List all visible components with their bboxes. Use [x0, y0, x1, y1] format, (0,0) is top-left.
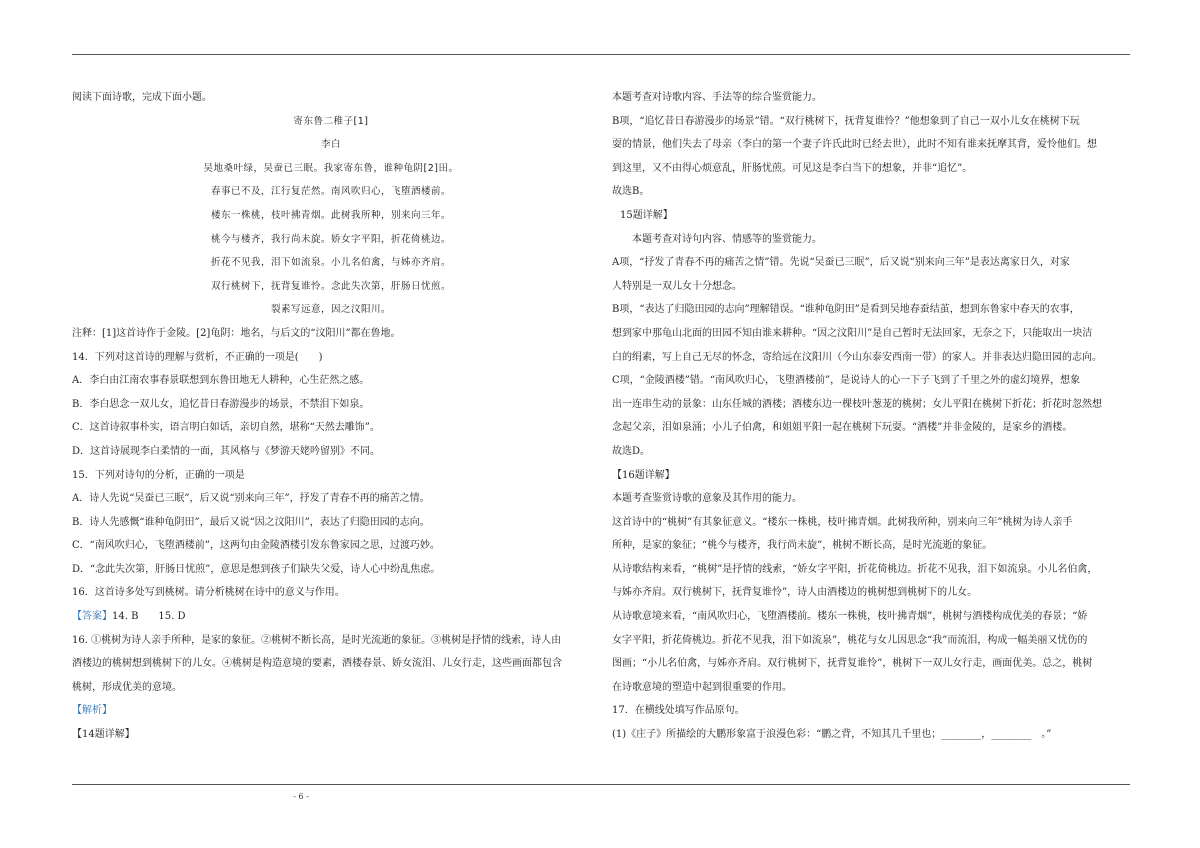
explanation-line: 在诗歌意境的塑造中起到很重要的作用。 [612, 681, 792, 693]
poem-line: 裂素写远意，因之汶阳川。 [270, 304, 391, 316]
analysis-label: 【解析】 [72, 705, 112, 717]
footer-rule [72, 784, 1130, 785]
answer-16-line: 桃树，形成优美的意境。 [72, 681, 182, 693]
page-number: - 6 - [293, 792, 309, 801]
explanation-line: 从诗歌结构来看，“桃树”是抒情的线索，“娇女字平阳，折花倚桃边。折花不见我，泪下如流泉。小儿名伯禽， [612, 563, 1098, 575]
poem-title: 寄东鲁二稚子[1] [293, 115, 369, 127]
answer-label: 【答案】 [72, 611, 112, 623]
explanation-line: A项，“抒发了青春不再的痛苦之情”错。先说“吴蚕已三眠”，后又说“别来向三年”是表达离家日久，对家 [612, 257, 1070, 269]
explanation-line: 图画；“小儿名伯禽，与姊亦齐肩。双行桃树下，抚背复谁怜”，桃树下一双儿女行走，画面优美。总之，桃树 [612, 658, 1093, 670]
explanation-line: C项，“金陵酒楼”错。“南风吹归心，飞堕酒楼前”，是说诗人的心一下子飞到了千里之外的虚幻境界，想象 [612, 375, 1081, 387]
q15-option-b: B．诗人先感慨“谁种龟阴田”，最后又说“因之汶阳川”，表达了归隐田园的志向。 [72, 516, 430, 528]
answer-16-line: 酒楼边的桃树想到桃树下的儿女。④桃树是构造意境的要素，酒楼春景、娇女流泪、儿女行走，这些画面都包含 [72, 658, 562, 670]
explanation-line: B项，“表达了归隐田园的志向”理解错误。“谁种龟阴田”是看到吴地春蚕结茧，想到东鲁家中春天的农事， [612, 304, 1080, 316]
poem-line: 桃今与楼齐，我行尚未旋。娇女字平阳，折花倚桃边。 [210, 233, 451, 245]
q16-detail-heading: 【16题详解】 [612, 469, 675, 481]
q14-option-d: D．这首诗展现李白柔情的一面，其风格与《梦游天姥吟留别》不同。 [72, 445, 381, 457]
q14-option-a: A．李白由江南农事春景联想到东鲁田地无人耕种，心生茫然之感。 [72, 375, 370, 387]
explanation-line: 人特别是一双儿女十分想念。 [612, 280, 742, 292]
explanation-line: 从诗歌意境来看，“南风吹归心，飞堕酒楼前。楼东一株桃，枝叶拂青烟”，桃树与酒楼构成优美的春景；“娇 [612, 611, 1088, 623]
answer-text: 14. B 15. D [112, 611, 186, 623]
explanation-line: 故选D。 [612, 445, 651, 457]
poem-note: 注释：[1]这首诗作于金陵。[2]龟阴：地名，与后文的“汶阳川”都在鲁地。 [72, 327, 401, 339]
q15-detail-heading: 15题详解】 [620, 209, 673, 221]
poem-line: 春事已不及，江行复茫然。南风吹归心，飞堕酒楼前。 [210, 186, 451, 198]
poem-line: 楼东一株桃，枝叶拂青烟。此树我所种，别来向三年。 [210, 209, 451, 221]
explanation-line: 与姊亦齐肩。双行桃树下，抚背复谁怜”，诗人由酒楼边的桃树想到桃树下的儿女。 [612, 587, 978, 599]
explanation-line: 本题考查鉴赏诗歌的意象及其作用的能力。 [612, 493, 802, 505]
q14-detail-heading: 【14题详解】 [72, 729, 135, 741]
explanation-line: 所种，是家的象征；“桃今与楼齐，我行尚未旋”，桃树不断长高，是时光流逝的象征。 [612, 540, 993, 552]
q15-option-d: D．“念此失次第，肝肠日忧煎”，意思是想到孩子们缺失父爱，诗人心中纷乱焦虑。 [72, 563, 441, 575]
question-17: 17．在横线处填写作品原句。 [612, 705, 745, 717]
explanation-line: 耍的情景，他们失去了母亲（李白的第一个妻子许氏此时已经去世），此时不知有谁来抚摩其背，爱怜他们。想 [612, 139, 1097, 151]
intro-text: 阅读下面诗歌，完成下面小题。 [72, 92, 212, 103]
q14-option-b: B．李白思念一双儿女，追忆昔日春游漫步的场景，不禁泪下如泉。 [72, 398, 370, 410]
explanation-line: 出一连串生动的景象：山东任城的酒楼；酒楼东边一棵枝叶葱茏的桃树；女儿平阳在桃树下折花；折花时忽然想 [612, 398, 1102, 410]
poem-line: 折花不见我，泪下如流泉。小儿名伯禽，与姊亦齐肩。 [210, 257, 451, 269]
question-17-item-1: (1)《庄子》所描绘的大鹏形象富于浪漫色彩：“鹏之背，不知其几千里也；________，________ 。” [612, 729, 1052, 741]
explanation-line: 本题考查对诗句内容、情感等的鉴赏能力。 [632, 233, 822, 245]
question-14: 14．下列对这首诗的理解与赏析，不正确的一项是( ) [72, 351, 323, 363]
answer-16-line: 16. ①桃树为诗人亲手所种，是家的象征。②桃树不断长高，是时光流逝的象征。③桃树是抒情的线索，诗人由 [72, 634, 562, 646]
explanation-line: 本题考查对诗歌内容、手法等的综合鉴赏能力。 [612, 92, 822, 103]
explanation-line: 到这里，又不由得心烦意乱，肝肠忧煎。可见这是李白当下的想象，并非“追忆”。 [612, 162, 973, 174]
explanation-line: B项，“追忆昔日春游漫步的场景”错。“双行桃树下，抚背复谁怜？”他想象到了自己一双小儿女在桃树下玩 [612, 115, 1080, 127]
explanation-line: 白的绢素，写上自己无尽的怀念，寄给远在汶阳川（今山东泰安西南一带）的家人。并非表达归隐田园的志向。 [612, 351, 1102, 363]
explanation-line: 想到家中那龟山北面的田园不知由谁来耕种。“因之汶阳川”是自己暂时无法回家，无奈之下，只能取出一块洁 [612, 327, 1093, 339]
explanation-line: 女字平阳，折花倚桃边。折花不见我，泪下如流泉”，桃花与女儿因思念“我”而流泪，构成一幅美丽又忧伤的 [612, 634, 1088, 646]
right-column [612, 86, 1130, 747]
q15-option-c: C．“南风吹归心，飞堕酒楼前”，这两句由金陵酒楼引发东鲁家园之思，过渡巧妙。 [72, 540, 440, 552]
question-16: 16．这首诗多处写到桃树。请分析桃树在诗中的意义与作用。 [72, 587, 345, 599]
q14-option-c: C．这首诗叙事朴实，语言明白如话，亲切自然，堪称“天然去雕饰”。 [72, 422, 380, 434]
poem-line: 吴地桑叶绿，吴蚕已三眠。我家寄东鲁，谁种龟阴[2]田。 [203, 162, 459, 174]
poem-author: 李白 [320, 139, 341, 151]
header-rule [72, 54, 1130, 55]
explanation-line: 念起父亲，泪如泉涌；小儿子伯禽，和姐姐平阳一起在桃树下玩耍。“酒楼”并非金陵的，是家乡的酒楼。 [612, 422, 1073, 434]
poem-line: 双行桃树下，抚背复谁怜。念此失次第，肝肠日忧煎。 [210, 280, 451, 292]
question-15: 15．下列对诗句的分析，正确的一项是 [72, 469, 245, 481]
q15-option-a: A．诗人先说“吴蚕已三眠”，后又说“别来向三年”，抒发了青春不再的痛苦之情。 [72, 493, 430, 505]
answer-line [72, 605, 590, 629]
explanation-line: 故选B。 [612, 186, 650, 198]
left-column [72, 86, 590, 747]
explanation-line: 这首诗中的“桃树”有其象征意义。“楼东一株桃，枝叶拂青烟。此树我所种，别来向三年”桃树为诗人亲手 [612, 516, 1073, 528]
